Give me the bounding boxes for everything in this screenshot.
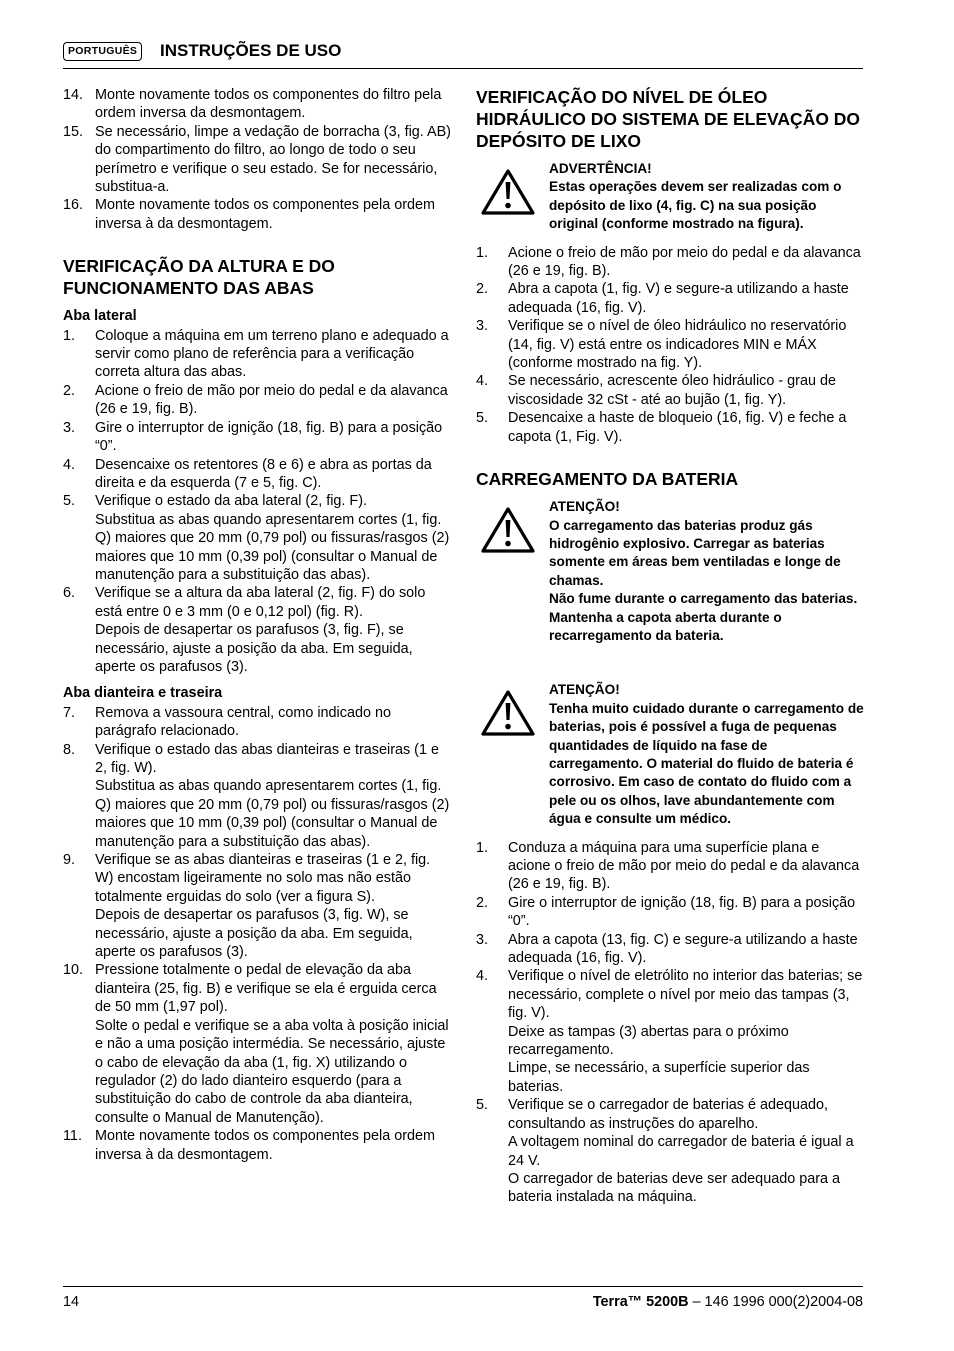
item-number: 1.: [476, 839, 489, 856]
item-text: Monte novamente todos os componentes do filtro pela ordem inversa da desmontagem.: [95, 87, 442, 122]
list-item: [476, 931, 864, 968]
item-number: 2.: [476, 281, 489, 298]
list-item: [63, 741, 451, 851]
document-reference: [593, 1294, 863, 1310]
item-text: Se necessário, limpe a vedação de borracha (3, fig. AB) do compartimento do filtro, ao longo de todo o seu perímetro e verifique o seu estado. Se for necessário, substitua-a.: [95, 123, 451, 196]
item-number: 4.: [476, 968, 489, 985]
list-item: [63, 1127, 451, 1164]
item-number: 1.: [476, 244, 489, 261]
warning-box: [476, 498, 864, 645]
item-number: 5.: [63, 493, 76, 510]
item-text: Monte novamente todos os componentes pela ordem inversa à da desmontagem.: [95, 197, 435, 232]
item-text: Depois de desapertar os parafusos (3, fig. F), se necessário, ajuste a posição da aba. Em seguida, aperte os parafusos (3).: [95, 622, 413, 675]
item-text: Verifique se o nível de óleo hidráulico no reservatório (14, fig. V) está entre os indicadores MIN e MÁX (conforme mostrado na fig. Y).: [508, 318, 847, 372]
item-text: Verifique se a altura da aba lateral (2, fig. F) do solo está entre 0 e 3 mm (0 e 0,12 pol) (fig. R).: [95, 585, 426, 620]
item-number: 1.: [63, 327, 76, 344]
item-number: 2.: [476, 894, 489, 911]
list-item: [63, 584, 451, 676]
item-text: Depois de desapertar os parafusos (3, fig. W), se necessário, ajuste a posição da aba. Em seguida, aperte os parafusos (3).: [95, 907, 413, 961]
item-text: Se necessário, acrescente óleo hidráulico - grau de viscosidade 32 cSt - até ao bujão (1, fig. Y).: [508, 373, 836, 408]
warning-paragraph: Estas operações devem ser realizadas com o depósito de lixo (4, fig. C) na sua posição original (conforme mostrado na figura).: [549, 179, 842, 232]
list-item: [63, 196, 451, 233]
item-text: Desencaixe a haste de bloqueio (16, fig. V) e feche a capota (1, Fig. V).: [508, 410, 847, 445]
item-number: 10.: [63, 962, 84, 979]
warning-paragraph: O carregamento das baterias produz gás hidrogênio explosivo. Carregar as baterias somente em áreas bem ventiladas e longe de chamas.: [549, 517, 841, 588]
warning-text: [549, 498, 864, 645]
list-item: [476, 894, 864, 931]
item-text: Pressione totalmente o pedal de elevação da aba dianteira (25, fig. B) e verifique se ela é erguida cerca de 50 mm (1,97 pol).: [95, 962, 437, 1016]
item-number: 4.: [476, 373, 489, 390]
battery-charging-steps: [476, 839, 864, 1207]
document-title: INSTRUÇÕES DE USO: [160, 41, 342, 60]
item-text: Monte novamente todos os componentes pela ordem inversa à da desmontagem.: [95, 1128, 435, 1163]
warning-text: [549, 160, 864, 234]
warning-box: [476, 681, 864, 828]
list-item: [476, 317, 864, 372]
list-item: [63, 382, 451, 419]
item-number: 3.: [476, 931, 489, 948]
list-item: [476, 839, 864, 894]
item-number: 15.: [63, 123, 84, 140]
item-number: 3.: [63, 419, 76, 436]
section-heading-flaps: VERIFICAÇÃO DA ALTURA E DO FUNCIONAMENTO DAS ABAS: [63, 256, 335, 299]
item-number: 8.: [63, 741, 76, 758]
item-text: Acione o freio de mão por meio do pedal e da alavanca (26 e 19, fig. B).: [508, 244, 861, 280]
warning-paragraph: Não fume durante o carregamento das baterias.: [549, 591, 858, 607]
warning-paragraph: Mantenha a capota aberta durante o recarregamento da bateria.: [549, 609, 782, 643]
list-item: [63, 123, 451, 197]
warning-label: ATENÇÃO!: [549, 499, 620, 515]
warning-triangle-icon: [480, 168, 536, 216]
item-number: 9.: [63, 852, 76, 869]
item-text: Coloque a máquina em um terreno plano e adequado a servir como plano de referência para a verificação correta altura das abas.: [95, 327, 449, 381]
item-text: Gire o interruptor de ignição (18, fig. B) para a posição “0”.: [508, 894, 856, 930]
item-text: Verifique se as abas dianteiras e traseiras (1 e 2, fig. W) encostam ligeiramente no solo mas não estão totalmente erguidas do solo (ver a figura S).: [95, 852, 431, 905]
list-item: [63, 419, 451, 456]
warning-label: ADVERTÊNCIA!: [549, 161, 652, 176]
product-name: Terra™ 5200B: [592, 1294, 689, 1310]
list-item: [476, 967, 864, 1096]
list-item: [476, 244, 864, 281]
warning-label: ATENÇÃO!: [549, 682, 620, 698]
side-flap-steps: [63, 327, 451, 677]
document-code: – 146 1996 000(2)2004-08: [688, 1294, 863, 1310]
subheading-front-rear-flap: Aba dianteira e traseira: [63, 685, 223, 702]
list-item: [63, 456, 451, 493]
list-item: [476, 1096, 864, 1206]
list-item: [63, 86, 451, 123]
page-footer: [63, 1286, 863, 1310]
list-item: [476, 409, 864, 446]
list-item: [476, 372, 864, 409]
warning-box: [476, 160, 864, 234]
item-text: Desencaixe os retentores (8 e 6) e abra as portas da direita e da esquerda (7 e 5, fig. C).: [95, 456, 432, 491]
language-label: PORTUGUÊS: [63, 42, 142, 61]
item-text: Substitua as abas quando apresentarem cortes (1, fig. Q) maiores que 20 mm (0,79 pol) ou fissuras/rasgos (2) maiores que 10 mm (0,39 pol) (consultar o Manual de manutenção para a substituição das abas).: [95, 511, 450, 583]
item-number: 11.: [63, 1128, 82, 1145]
item-text: Abra a capota (1, fig. V) e segure-a utilizando a haste adequada (16, fig. V).: [508, 281, 849, 316]
item-text: Solte o pedal e verifique se a aba volta à posição inicial e não a uma posição intermédia. Se necessário, ajuste o cabo de elevação da aba (1, fig. X) utilizando o regulador (2) do lado dianteiro esquerdo (para a substituição do cabo de controle da aba dianteira, consulte o Manual de Manutenção).: [95, 1017, 449, 1126]
item-number: 14.: [63, 87, 84, 103]
item-number: 3.: [476, 318, 489, 335]
item-text: Verifique se o carregador de baterias é adequado, consultando as instruções do aparelho.: [508, 1097, 829, 1132]
left-column: [63, 86, 451, 1164]
item-text: Deixe as tampas (3) abertas para o próximo recarregamento.: [508, 1023, 789, 1059]
list-item: [63, 492, 451, 584]
item-number: 6.: [63, 585, 76, 602]
item-text: Verifique o estado da aba lateral (2, fig. F).: [95, 493, 367, 510]
warning-paragraph: Tenha muito cuidado durante o carregamento de baterias, pois é possível a fuga de pequenas quantidades de líquido na fase de carregamento. O material do fluido de bateria é corrosivo. Em caso de contato do fluido com a pele ou os olhos, lave abundantemente com água e consulte um médico.: [549, 700, 864, 827]
list-item: [63, 327, 451, 382]
item-number: 5.: [476, 410, 489, 427]
item-text: Remova a vassoura central, como indicado no parágrafo relacionado.: [95, 704, 391, 740]
hydraulic-oil-steps: [476, 244, 864, 446]
warning-triangle-icon: [480, 689, 536, 737]
subheading-side-flap: Aba lateral: [63, 308, 137, 325]
item-number: 2.: [63, 382, 76, 399]
item-number: 4.: [63, 456, 76, 473]
item-text: A voltagem nominal do carregador de bateria é igual a 24 V.: [508, 1134, 854, 1169]
warning-text: [549, 681, 864, 828]
list-item: [476, 280, 864, 317]
right-column: [476, 86, 864, 1207]
list-item: [63, 851, 451, 961]
item-text: Substitua as abas quando apresentarem cortes (1, fig. Q) maiores que 20 mm (0,79 pol) ou fissuras/rasgos (2) maiores que 10 mm (0,39 pol) (consultar o Manual de manutenção para a substituição das abas).: [95, 778, 450, 850]
front-rear-flap-steps: [63, 704, 451, 1164]
item-text: Conduza a máquina para uma superfície plana e acione o freio de mão por meio do pedal e da alavanca (26 e 19, fig. B).: [508, 839, 860, 893]
section-heading-battery-charging: CARREGAMENTO DA BATERIA: [476, 469, 739, 490]
section-heading-hydraulic-oil: VERIFICAÇÃO DO NÍVEL DE ÓLEO HIDRÁULICO DO SISTEMA DE ELEVAÇÃO DO DEPÓSITO DE LIXO: [476, 87, 861, 151]
item-text: Gire o interruptor de ignição (18, fig. B) para a posição “0”.: [95, 419, 443, 455]
page-number: 14: [63, 1294, 80, 1310]
list-item: [63, 704, 451, 741]
item-number: 7.: [63, 704, 76, 721]
item-text: Verifique o nível de eletrólito no interior das baterias; se necessário, complete o nível por meio das tampas (3, fig. V).: [508, 968, 863, 1022]
item-text: Abra a capota (13, fig. C) e segure-a utilizando a haste adequada (16, fig. V).: [508, 931, 858, 967]
list-item: [63, 961, 451, 1127]
page-header: [63, 40, 863, 69]
intro-list: [63, 86, 451, 233]
item-text: Verifique o estado das abas dianteiras e traseiras (1 e 2, fig. W).: [95, 741, 439, 776]
item-text: Limpe, se necessário, a superfície superior das baterias.: [508, 1060, 810, 1095]
item-number: 16.: [63, 197, 84, 214]
item-text: Acione o freio de mão por meio do pedal e da alavanca (26 e 19, fig. B).: [95, 382, 448, 418]
item-number: 5.: [476, 1097, 489, 1114]
warning-triangle-icon: [480, 506, 536, 554]
item-text: O carregador de baterias deve ser adequado para a bateria instalada na máquina.: [508, 1170, 841, 1206]
